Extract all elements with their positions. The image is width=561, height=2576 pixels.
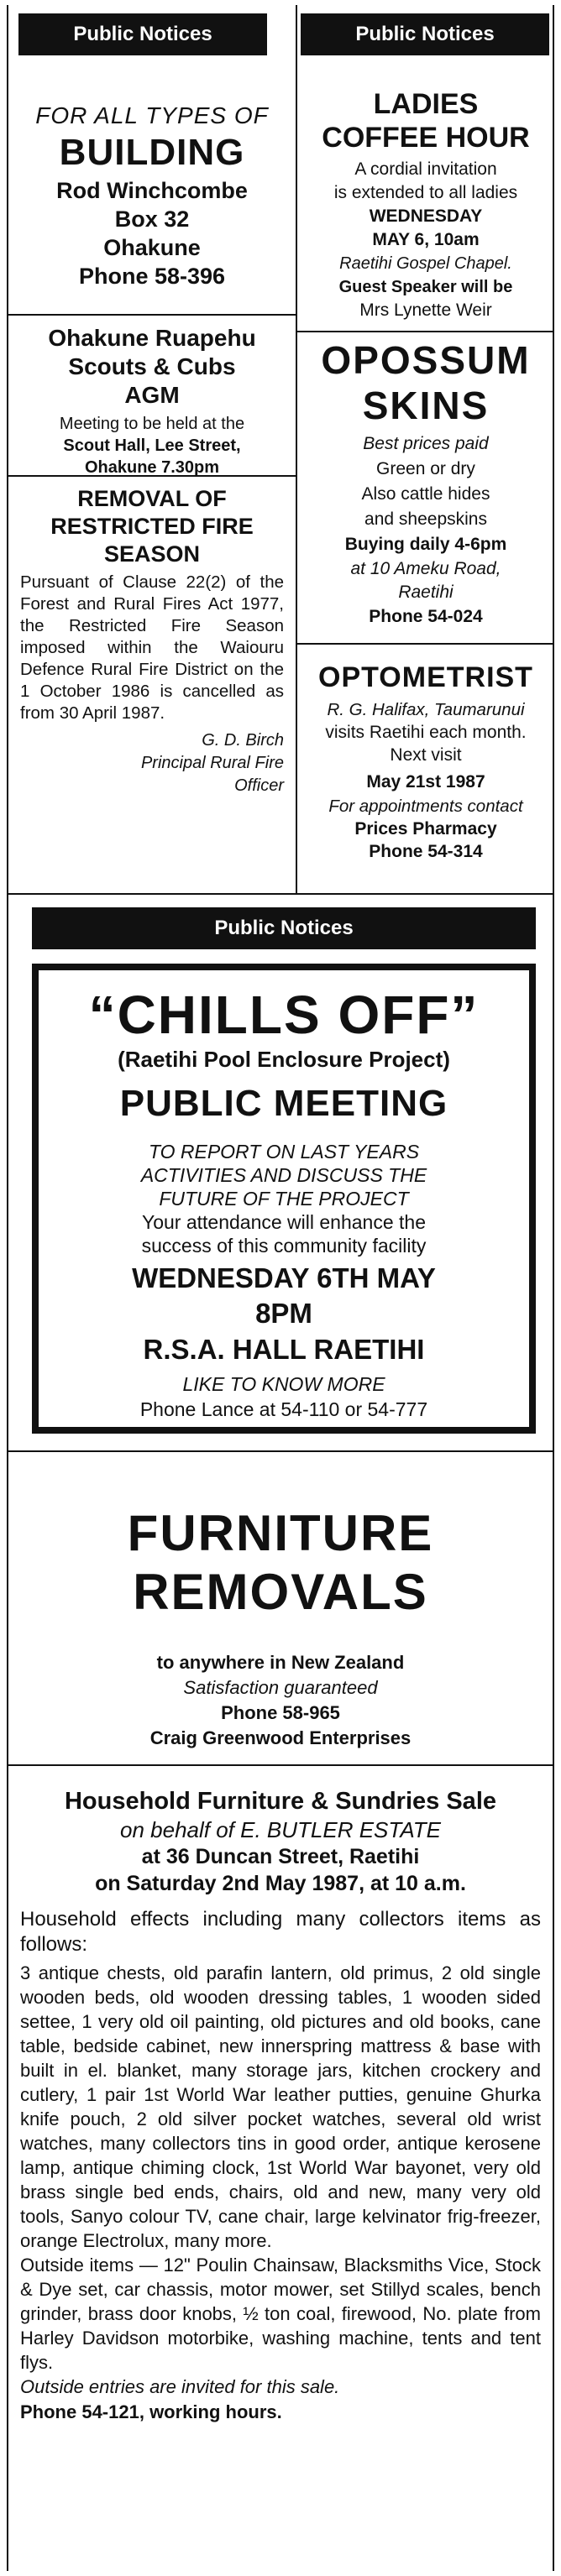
opossum-line: Also cattle hides bbox=[361, 484, 490, 504]
chills-phone: Phone Lance at 54-110 or 54-777 bbox=[139, 1398, 428, 1420]
sale-date: on Saturday 2nd May 1987, at 10 a.m. bbox=[95, 1872, 466, 1895]
fire-title-3: SEASON bbox=[103, 541, 201, 567]
opossum-notice bbox=[297, 332, 554, 643]
chills-subtitle: (Raetihi Pool Enclosure Project) bbox=[118, 1047, 450, 1072]
opossum-town: Raetihi bbox=[398, 583, 454, 602]
coffee-title-2: COFFEE HOUR bbox=[322, 122, 530, 154]
building-tagline: FOR ALL TYPES OF bbox=[35, 102, 269, 128]
coffee-line: is extended to all ladies bbox=[333, 183, 518, 202]
scouts-title-1: Ohakune Ruapehu bbox=[48, 325, 256, 351]
optometrist-title: OPTOMETRIST bbox=[318, 661, 533, 693]
fire-body: Pursuant of Clause 22(2) of the Forest and Rural Fires Act 1977, the Restricted Fire Season imposed within the Waiouru Defence Rural Fire District on the 1 October 1986 is cancelled as from 30 April 1987. bbox=[20, 572, 284, 723]
opossum-address: at 10 Ameku Road, bbox=[350, 559, 501, 578]
optometrist-date: May 21st 1987 bbox=[366, 772, 485, 792]
opossum-line: and sheepskins bbox=[364, 509, 487, 529]
chills-italic-line: FUTURE OF THE PROJECT bbox=[159, 1188, 409, 1210]
furniture-phone: Phone 58-965 bbox=[221, 1702, 340, 1723]
fire-title-1: REMOVAL OF bbox=[77, 486, 227, 511]
coffee-date: MAY 6, 10am bbox=[372, 230, 480, 249]
chills-line: Your attendance will enhance the bbox=[141, 1211, 426, 1233]
optometrist-line: Next visit bbox=[390, 745, 462, 765]
scouts-title-3: AGM bbox=[124, 382, 180, 408]
opossum-line: Green or dry bbox=[376, 459, 475, 478]
section-banner-left: Public Notices bbox=[18, 13, 267, 55]
chills-title: “CHILLS OFF” bbox=[88, 985, 480, 1045]
coffee-day: WEDNESDAY bbox=[369, 206, 483, 226]
opossum-hours: Buying daily 4-6pm bbox=[344, 535, 507, 554]
coffee-title-1: LADIES bbox=[373, 88, 479, 120]
sale-outside-entries: Outside entries are invited for this sale. bbox=[20, 2376, 340, 2397]
chills-off-notice bbox=[32, 964, 536, 1434]
scouts-venue: Scout Hall, Lee Street, bbox=[63, 436, 241, 455]
newspaper-column bbox=[7, 5, 554, 2571]
fire-title-2: RESTRICTED FIRE bbox=[50, 514, 254, 539]
furniture-line: Satisfaction guaranteed bbox=[183, 1677, 378, 1698]
fire-signatory-title: Principal Rural Fire bbox=[140, 754, 284, 772]
opossum-phone: Phone 54-024 bbox=[369, 607, 483, 626]
chills-italic-line: ACTIVITIES AND DISCUSS THE bbox=[140, 1164, 427, 1186]
optometrist-pharmacy: Prices Pharmacy bbox=[354, 819, 497, 839]
building-name: Rod Winchcombe bbox=[56, 178, 248, 203]
optometrist-contact: For appointments contact bbox=[328, 797, 523, 816]
chills-heading: PUBLIC MEETING bbox=[119, 1083, 448, 1124]
furniture-company: Craig Greenwood Enterprises bbox=[149, 1727, 412, 1748]
sale-outside-items: Outside items — 12" Poulin Chainsaw, Blacksmiths Vice, Stock & Dye set, car chassis, motor mower, set Stillyd scales, bench grinder, brass door knobs, ½ ton coal, firewood, No. plate from Harley Davidson motorbike, washing machine, tents and tent flys. bbox=[20, 2255, 541, 2373]
coffee-venue: Raetihi Gospel Chapel. bbox=[339, 254, 512, 273]
scouts-line: Meeting to be held at the bbox=[59, 415, 245, 433]
section-banner-right: Public Notices bbox=[301, 13, 549, 55]
building-box: Box 32 bbox=[114, 206, 190, 232]
coffee-hour-notice bbox=[297, 62, 554, 331]
building-notice bbox=[8, 62, 296, 314]
chills-date: WEDNESDAY 6TH MAY bbox=[132, 1262, 436, 1293]
fire-signatory-title-2: Officer bbox=[234, 776, 284, 795]
scouts-notice bbox=[8, 316, 296, 475]
furniture-title-2: REMOVALS bbox=[133, 1564, 428, 1620]
optometrist-line: R. G. Halifax, Taumarunui bbox=[327, 700, 525, 719]
sale-line: on behalf of E. BUTLER ESTATE bbox=[120, 1817, 441, 1842]
building-phone: Phone 58-396 bbox=[78, 264, 226, 289]
sale-title: Household Furniture & Sundries Sale bbox=[64, 1788, 496, 1815]
chills-time: 8PM bbox=[255, 1298, 312, 1329]
chills-line: success of this community facility bbox=[141, 1235, 427, 1257]
optometrist-phone: Phone 54-314 bbox=[369, 842, 483, 861]
sale-intro: Household effects including many collectors items as follows: bbox=[20, 1908, 541, 1956]
furniture-title-1: FURNITURE bbox=[127, 1505, 434, 1561]
coffee-speaker: Guest Speaker will be bbox=[338, 278, 513, 296]
sale-items: 3 antique chests, old parafin lantern, old primus, 2 old single wooden beds, old wooden dressing tables, 1 wooden sided settee, 1 very old oil painting, old pictures and old books, cane table, bedside cabinet, new innerspring mattress & base with built in el. blanket, many storage jars, kitchen crockery and cutlery, 1 pair 1st World War leather putties, genuine Ghurka knife pouch, 2 old silver pocket watches, several old wrist watches, many collectors tins in good order, antique kerosene lamp, antique chiming clock, 1st World War bayonet, very old brass single bed ends, chairs, old and new, many very old tools, Sanyo colour TV, cane chair, large kelvinator frig-freezer, orange Electrolux, many more. bbox=[20, 1962, 541, 2251]
furniture-line: to anywhere in New Zealand bbox=[156, 1652, 405, 1673]
section-banner-center: Public Notices bbox=[32, 907, 536, 949]
chills-italic-line: TO REPORT ON LAST YEARS bbox=[148, 1141, 420, 1163]
coffee-speaker-name: Mrs Lynette Weir bbox=[359, 300, 492, 320]
opossum-title-2: SKINS bbox=[362, 384, 490, 427]
scouts-time: Ohakune 7.30pm bbox=[84, 458, 220, 475]
building-town: Ohakune bbox=[103, 235, 201, 260]
opossum-line: Best prices paid bbox=[363, 434, 489, 453]
fire-signatory: G. D. Birch bbox=[202, 731, 284, 750]
optometrist-notice bbox=[297, 645, 554, 893]
optometrist-line: visits Raetihi each month. bbox=[325, 723, 527, 742]
sale-phone: Phone 54-121, working hours. bbox=[20, 2401, 282, 2422]
fire-season-notice bbox=[8, 477, 296, 893]
opossum-title-1: OPOSSUM bbox=[321, 338, 531, 382]
building-title: BUILDING bbox=[59, 132, 245, 173]
household-sale-notice bbox=[8, 1766, 553, 2568]
sale-address: at 36 Duncan Street, Raetihi bbox=[141, 1845, 420, 1868]
chills-italic-line: LIKE TO KNOW MORE bbox=[182, 1373, 385, 1395]
chills-venue: R.S.A. HALL RAETIHI bbox=[143, 1334, 425, 1365]
divider bbox=[8, 893, 553, 895]
scouts-title-2: Scouts & Cubs bbox=[68, 353, 236, 379]
coffee-line: A cordial invitation bbox=[354, 159, 497, 179]
furniture-removals-notice bbox=[8, 1452, 553, 1763]
